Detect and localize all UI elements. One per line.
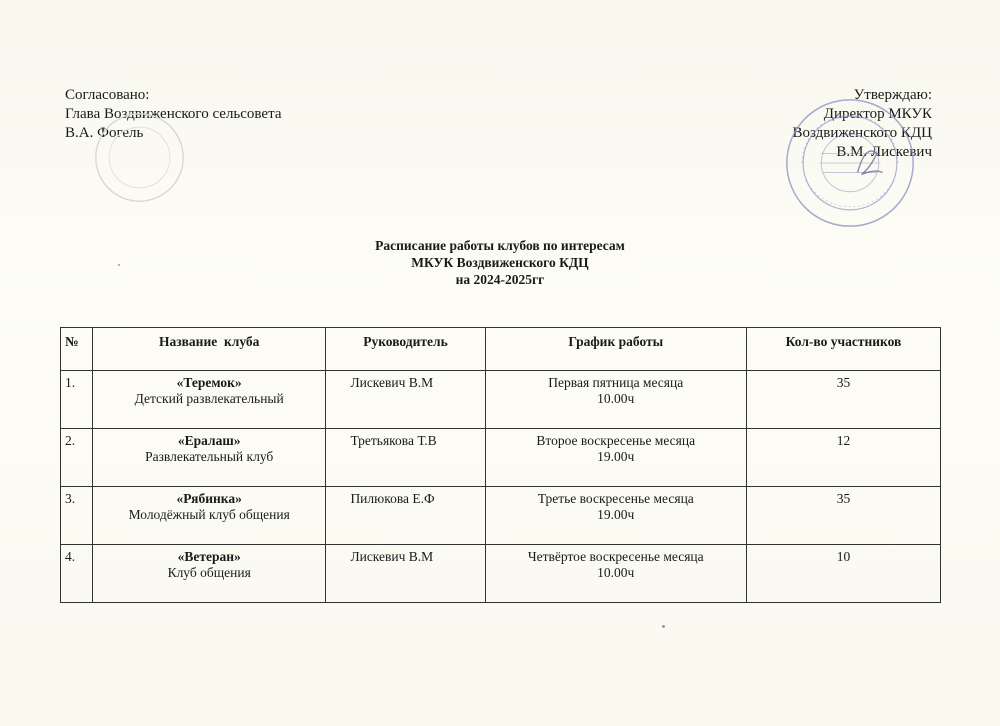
header-leader: Руководитель xyxy=(326,328,485,371)
document-title xyxy=(0,237,1000,288)
table-row xyxy=(61,371,941,429)
confirmation-person: В.М. Лискевич xyxy=(836,144,932,160)
schedule-day: Первая пятница месяца xyxy=(548,375,684,390)
confirmation-position: Директор МКУК xyxy=(823,106,932,122)
row-number: 1. xyxy=(61,371,93,429)
row-club xyxy=(92,487,326,545)
row-schedule xyxy=(485,545,747,603)
schedule-time: 10.00ч xyxy=(597,391,635,406)
schedule-time: 19.00ч xyxy=(597,507,635,522)
schedule-time: 19.00ч xyxy=(597,449,635,464)
schedule-time: 10.00ч xyxy=(597,565,635,580)
approval-position: Глава Воздвиженского сельсовета xyxy=(65,106,282,122)
row-club xyxy=(92,429,326,487)
row-schedule xyxy=(485,429,747,487)
row-club xyxy=(92,371,326,429)
header-schedule: График работы xyxy=(485,328,747,371)
header-participants: Кол-во участников xyxy=(747,328,941,371)
club-description: Клуб общения xyxy=(167,565,251,580)
club-name: «Ветеран» xyxy=(177,549,241,564)
clubs-schedule-table xyxy=(60,327,941,603)
row-participants: 10 xyxy=(747,545,941,603)
club-name: «Рябинка» xyxy=(176,491,242,506)
row-participants: 35 xyxy=(747,487,941,545)
approval-heading: Согласовано: xyxy=(65,87,150,103)
paper-speck xyxy=(118,264,120,266)
row-schedule xyxy=(485,371,747,429)
title-line-3: на 2024-2025гг xyxy=(455,272,545,287)
row-leader: Пилюкова Е.Ф xyxy=(326,487,485,545)
club-description: Молодёжный клуб общения xyxy=(128,507,290,522)
approval-person: В.А. Фогель xyxy=(65,125,144,141)
row-number: 2. xyxy=(61,429,93,487)
header-club-name: Название клуба xyxy=(92,328,326,371)
title-line-2: МКУК Воздвиженского КДЦ xyxy=(411,255,589,270)
club-description: Развлекательный клуб xyxy=(145,449,274,464)
schedule-day: Второе воскресенье месяца xyxy=(536,433,696,448)
row-leader: Лискевич В.М xyxy=(326,545,485,603)
row-participants: 35 xyxy=(747,371,941,429)
club-description: Детский развлекательный xyxy=(134,391,284,406)
row-leader: Третьякова Т.В xyxy=(326,429,485,487)
confirmation-heading: Утверждаю: xyxy=(853,87,932,103)
title-line-1: Расписание работы клубов по интересам xyxy=(375,238,625,253)
row-participants: 12 xyxy=(747,429,941,487)
row-leader: Лискевич В.М xyxy=(326,371,485,429)
confirmation-organization: Воздвиженского КДЦ xyxy=(792,125,932,141)
table-row xyxy=(61,545,941,603)
schedule-day: Третье воскресенье месяца xyxy=(537,491,694,506)
table-row xyxy=(61,429,941,487)
row-club xyxy=(92,545,326,603)
faded-stamp-icon xyxy=(92,110,187,205)
row-schedule xyxy=(485,487,747,545)
row-number: 3. xyxy=(61,487,93,545)
table-header-row xyxy=(61,328,941,371)
official-seal-icon xyxy=(783,96,917,230)
paper-speck xyxy=(662,625,665,628)
club-name: «Теремок» xyxy=(176,375,242,390)
club-name: «Ералаш» xyxy=(177,433,241,448)
schedule-day: Четвёртое воскресенье месяца xyxy=(527,549,704,564)
row-number: 4. xyxy=(61,545,93,603)
header-number: № xyxy=(61,328,93,371)
table-row xyxy=(61,487,941,545)
